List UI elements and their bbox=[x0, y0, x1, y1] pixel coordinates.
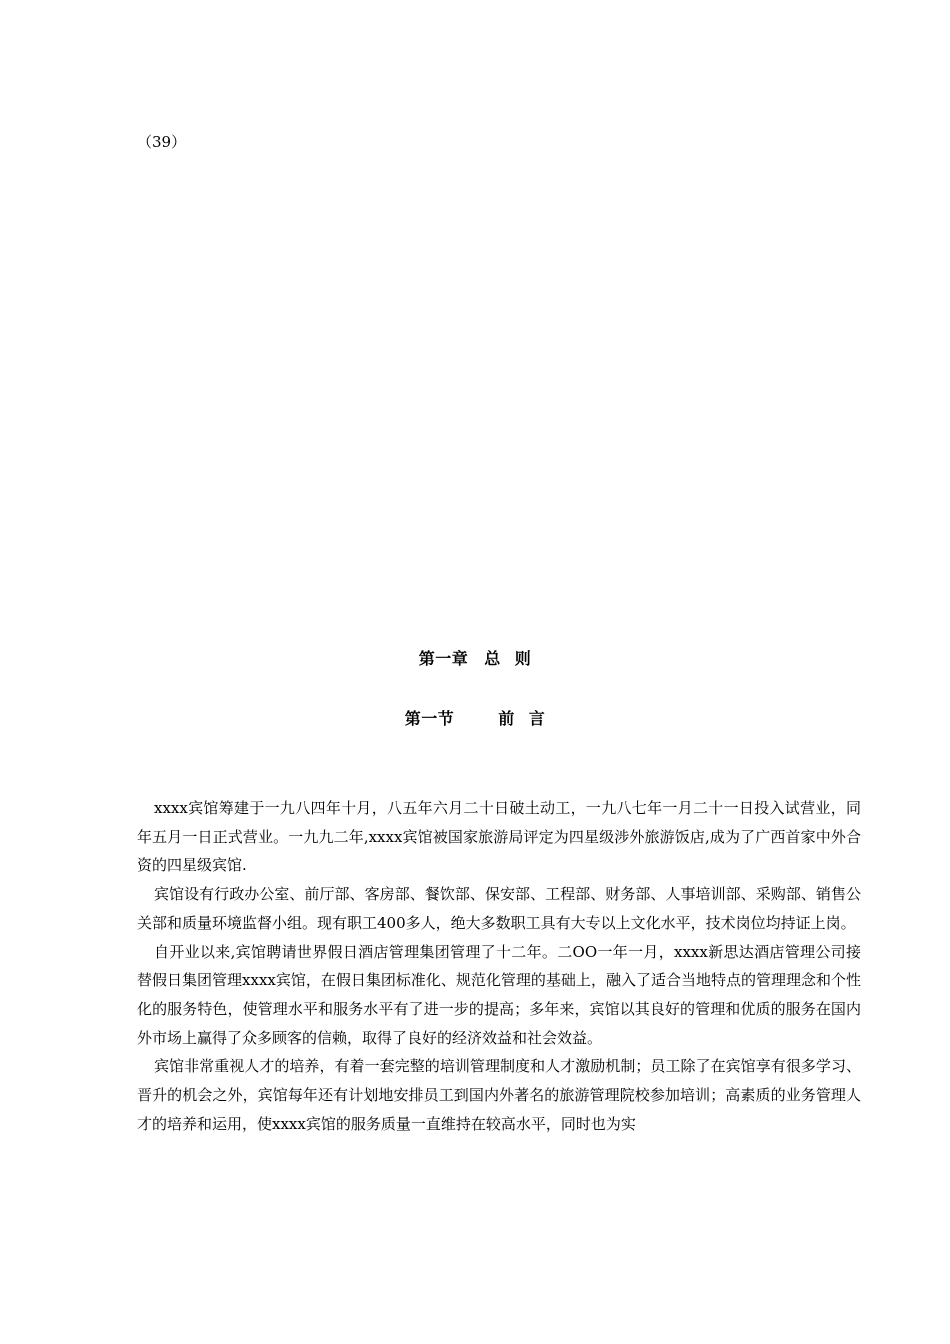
chapter-label: 第一章 bbox=[418, 649, 469, 668]
section-title-char-1: 前 bbox=[498, 709, 515, 728]
paragraph: 宾馆设有行政办公室、前厅部、客房部、餐饮部、保安部、工程部、财务部、人事培训部、采购部、销售公关部和质量环境监督小组。现有职工400多人，绝大多数职工具有大专以上文化水平，技术岗位均持证上岗。 bbox=[137, 885, 861, 932]
paragraph: 宾馆非常重视人才的培养，有着一套完整的培训管理制度和人才激励机制；员工除了在宾馆享有很多学习、晋升的机会之外，宾馆每年还有计划地安排员工到国内外著名的旅游管理院校参加培训；高素质的业务管理人才的培养和运用，使xxxx宾馆的服务质量一直维持在较高水平，同时也为实 bbox=[137, 1057, 861, 1133]
paragraph: 自开业以来,宾馆聘请世界假日酒店管理集团管理了十二年。二OO一年一月，xxxx新思达酒店管理公司接替假日集团管理xxxx宾馆，在假日集团标准化、规范化管理的基础上，融入了适合当地特点的管理理念和个性化的服务特色，使管理水平和服务水平有了进一步的提高；多年来，宾馆以其良好的管理和优质的服务在国内外市场上赢得了众多顾客的信赖，取得了良好的经济效益和社会效益。 bbox=[137, 942, 861, 1047]
section-title-char-2: 言 bbox=[528, 709, 546, 728]
section-title bbox=[0, 708, 950, 730]
chapter-title-char-2: 则 bbox=[514, 649, 532, 668]
page-number: （39） bbox=[137, 133, 187, 151]
chapter-title bbox=[0, 648, 950, 670]
section-label: 第一节 bbox=[404, 709, 455, 728]
paragraph: xxxx宾馆筹建于一九八四年十月，八五年六月二十日破土动工，一九八七年一月二十一日投入试营业，同年五月一日正式营业。一九九二年,xxxx宾馆被国家旅游局评定为四星级涉外旅游饭店,成为了广西首家中外合资的四星级宾馆. bbox=[137, 799, 861, 875]
body-text bbox=[137, 794, 861, 1138]
chapter-title-char-1: 总 bbox=[484, 649, 501, 668]
